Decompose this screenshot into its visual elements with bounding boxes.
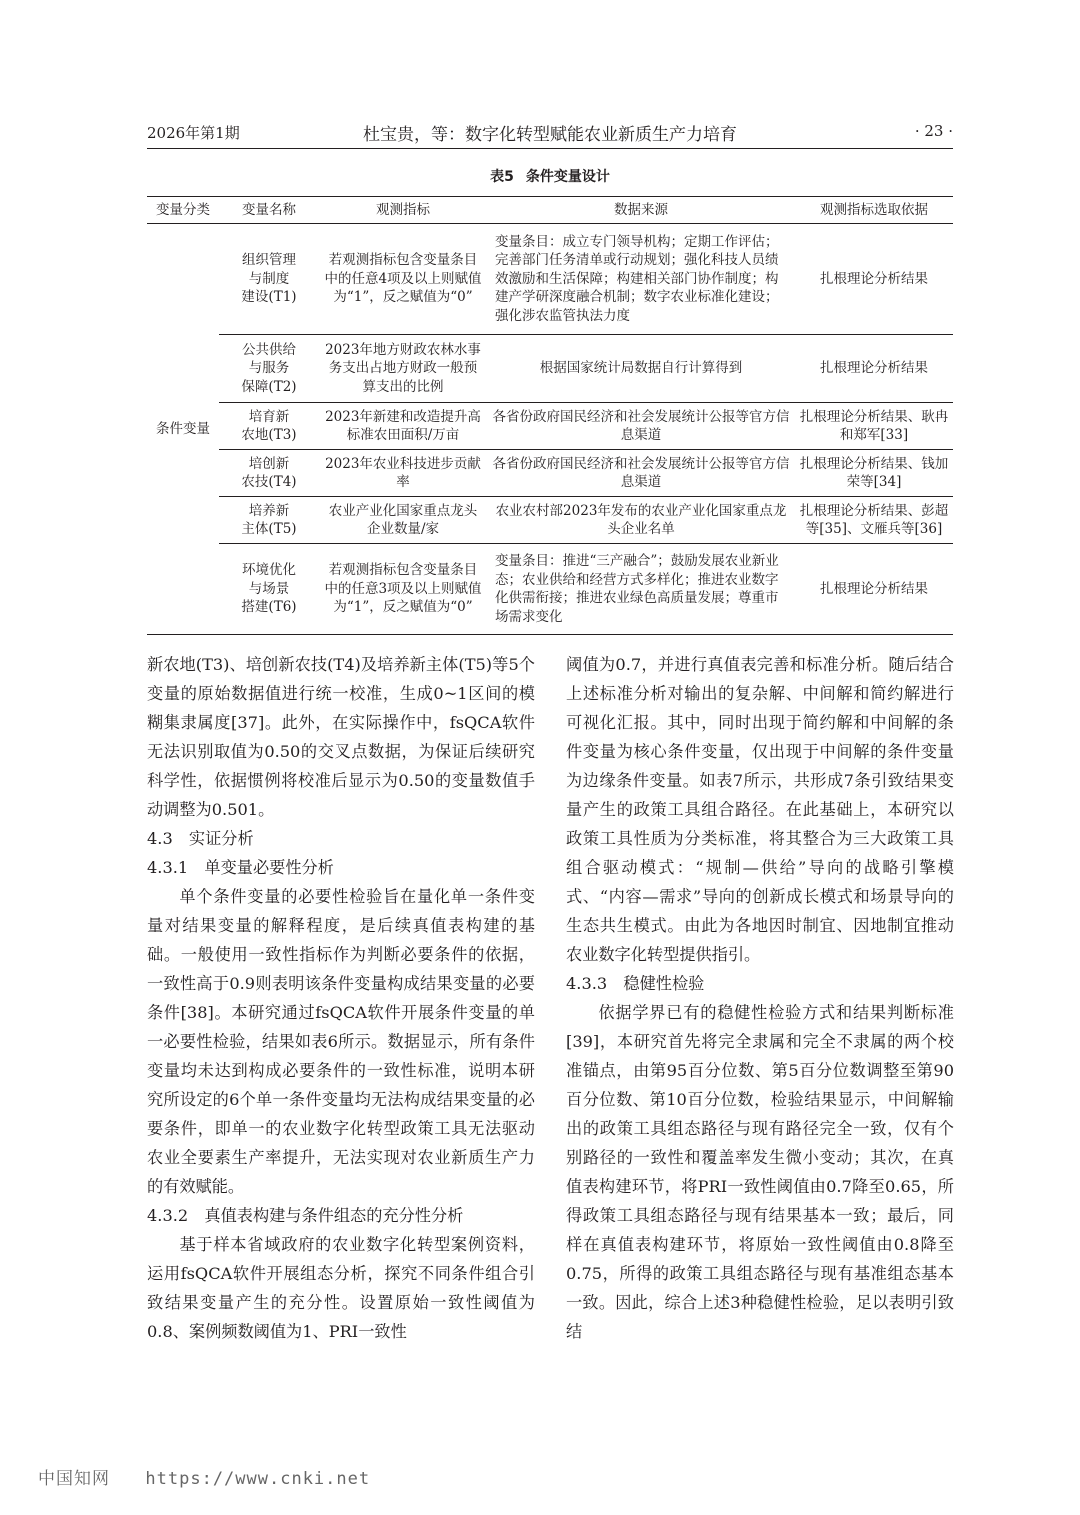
indicator-cell: 2023年新建和改造提升高标准农田面积/万亩 <box>319 403 487 450</box>
col-header: 变量分类 <box>147 197 219 224</box>
paragraph: 依据学界已有的稳健性检验方式和结果判断标准[39]，本研究首先将完全隶属和完全不隶属的两个校准锚点，由第95百分位数、第5百分位数调整至第90百分位数、第10百分位数，检验结果显示，中间解输出的政策工具组态路径与现有路径完全一致，仅有个别路径的一致性和覆盖率发生微小变动；其次，在真值表构建环节，将PRI一致性阈值由0.7降至0.65，所得政策工具组态路径与现有结果基本一致；最后，同样在真值表构建环节，将原始一致性阈值由0.8降至0.75，所得的政策工具组态路径与现有基准组态基本一致。因此，综合上述3种稳健性检验，足以表明引致结 <box>566 1003 954 1341</box>
col-header: 数据来源 <box>487 197 795 224</box>
indicator-cell: 2023年农业科技进步贡献率 <box>319 450 487 497</box>
paragraph: 阈值为0.7，并进行真值表完善和标准分析。随后结合上述标准分析对输出的复杂解、中间解和简约解进行可视化汇报。其中，同时出现于简约解和中间解的条件变量为核心条件变量，仅出现于中间解的条件变量为边缘条件变量。如表7所示，共形成7条引致结果变量产生的政策工具组合路径。在此基础上，本研究以政策工具性质为分类标准，将其整合为三大政策工具组合驱动模式：“规制—供给”导向的战略引擎模式、“内容—需求”导向的创新成长模式和场景导向的生态共生模式。由此为各地因时制宜、因地制宜推动农业数字化转型提供指引。 <box>566 655 954 964</box>
subsection-heading: 4.3.3 稳健性检验 <box>566 974 705 993</box>
table-row <box>147 450 953 497</box>
basis-cell: 扎根理论分析结果、耿冉和郑军[33] <box>795 403 953 450</box>
issue-label: 2026年第1期 <box>147 124 240 142</box>
table-row <box>147 335 953 403</box>
table-row <box>147 403 953 450</box>
table-row <box>147 224 953 335</box>
variable-name-cell: 培育新 农地(T3) <box>219 403 319 450</box>
basis-cell: 扎根理论分析结果、钱加荣等[34] <box>795 450 953 497</box>
table-row <box>147 544 953 635</box>
table-row <box>147 497 953 544</box>
indicator-cell: 农业产业化国家重点龙头企业数量/家 <box>319 497 487 544</box>
basis-cell: 扎根理论分析结果、彭超等[35]、文雁兵等[36] <box>795 497 953 544</box>
variable-name-cell: 培养新 主体(T5) <box>219 497 319 544</box>
source-cell: 各省份政府国民经济和社会发展统计公报等官方信息渠道 <box>487 450 795 497</box>
col-header: 变量名称 <box>219 197 319 224</box>
section-heading: 4.3 实证分析 <box>147 829 254 848</box>
variable-name-cell: 培创新 农技(T4) <box>219 450 319 497</box>
source-cell: 变量条目：成立专门领导机构；定期工作评估；完善部门任务清单或行动规划；强化科技人员绩效激励和生活保障；构建相关部门协作制度；构建产学研深度融合机制；数字农业标准化建设；强化涉农监管执法力度 <box>495 233 779 324</box>
paragraph: 基于样本省域政府的农业数字化转型案例资料，运用fsQCA软件开展组态分析，探究不同条件组合引致结果变量产生的充分性。设置原始一致性阈值为0.8、案例频数阈值为1、PRI一致性 <box>147 1235 535 1341</box>
col-header: 观测指标选取依据 <box>795 197 953 224</box>
table-title: 条件变量设计 <box>525 169 610 185</box>
source-cell: 根据国家统计局数据自行计算得到 <box>487 335 795 403</box>
basis-cell: 扎根理论分析结果 <box>820 270 928 287</box>
condition-variable-table <box>147 196 953 635</box>
paragraph: 单个条件变量的必要性检验旨在量化单一条件变量对结果变量的解释程度，是后续真值表构建的基础。一般使用一致性指标作为判断必要条件的依据，一致性高于0.9则表明该条件变量构成结果变量的必要条件[38]。本研究通过fsQCA软件开展条件变量的单一必要性检验，结果如表6所示。数据显示，所有条件变量均未达到构成必要条件的一致性标准，说明本研究所设定的6个单一条件变量均无法构成结果变量的必要条件，即单一的农业数字化转型政策工具无法驱动农业全要素生产率提升，无法实现对农业新质生产力的有效赋能。 <box>147 887 535 1196</box>
source-cell: 各省份政府国民经济和社会发展统计公报等官方信息渠道 <box>487 403 795 450</box>
table-header-row <box>147 197 953 224</box>
running-header <box>147 120 953 149</box>
right-column <box>566 650 954 1346</box>
source-cell: 变量条目：推进“三产融合”；鼓励发展农业新业态；农业供给和经营方式多样化；推进农业数字化供需衔接；推进农业绿色高质量发展；尊重市场需求变化 <box>487 544 795 635</box>
variable-name-cell: 环境优化 与场景 搭建(T6) <box>219 544 319 635</box>
subsection-heading: 4.3.2 真值表构建与条件组态的充分性分析 <box>147 1206 464 1225</box>
variable-name-cell: 公共供给 与服务 保障(T2) <box>219 335 319 403</box>
source-cell: 农业农村部2023年发布的农业产业化国家重点龙头企业名单 <box>487 497 795 544</box>
indicator-cell: 若观测指标包含变量条目中的任意4项及以上则赋值为“1”，反之赋值为“0” <box>324 252 482 306</box>
table-caption <box>147 166 953 186</box>
left-column <box>147 650 535 1346</box>
category-cell: 条件变量 <box>156 420 210 437</box>
subsection-heading: 4.3.1 单变量必要性分析 <box>147 858 334 877</box>
indicator-cell: 2023年地方财政农林水事务支出占地方财政一般预算支出的比例 <box>319 335 487 403</box>
page-number: · 23 · <box>914 122 953 140</box>
cnki-logo-text: 中国知网 <box>38 1469 110 1489</box>
table-number: 表5 <box>490 169 514 185</box>
basis-cell: 扎根理论分析结果 <box>795 335 953 403</box>
basis-cell: 扎根理论分析结果 <box>795 544 953 635</box>
col-header: 观测指标 <box>319 197 487 224</box>
running-title: 杜宝贵，等：数字化转型赋能农业新质生产力培育 <box>363 125 737 145</box>
indicator-cell: 若观测指标包含变量条目中的任意3项及以上则赋值为“1”，反之赋值为“0” <box>319 544 487 635</box>
cnki-url: https://www.cnki.net <box>145 1469 371 1489</box>
variable-name-cell: 组织管理 与制度 建设(T1) <box>241 252 297 306</box>
watermark-footer <box>38 1464 370 1489</box>
paragraph: 新农地(T3)、培创新农技(T4)及培养新主体(T5)等5个变量的原始数据值进行统一校准，生成0~1区间的模糊集隶属度[37]。此外，在实际操作中，fsQCA软件无法识别取值为0.50的交叉点数据，为保证后续研究科学性，依据惯例将校准后显示为0.50的变量数值手动调整为0.501。 <box>147 655 535 819</box>
